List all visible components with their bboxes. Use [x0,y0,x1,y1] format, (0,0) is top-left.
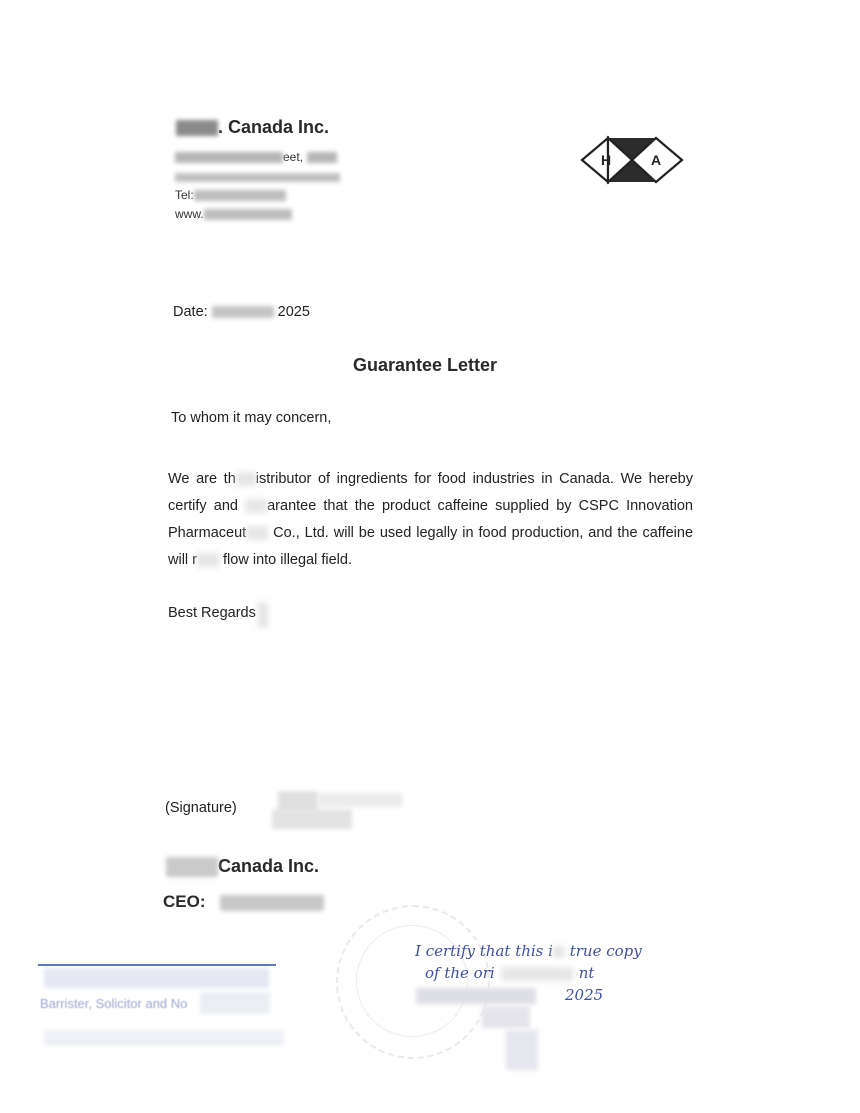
letterhead-website: www. [175,207,292,221]
signatory-company: Canada Inc. [166,856,319,877]
letter-date: Date: 2025 [173,304,310,320]
certification-redacted [416,980,556,1080]
letterhead-company-name: . Canada Inc. [176,117,329,138]
ceo-line: CEO: [163,892,324,912]
logo-letter-h: H [600,152,612,168]
notary-title: Barrister, Solicitor and No [40,996,188,1011]
letter-title: Guarantee Letter [353,355,498,375]
company-logo [580,135,684,185]
letter-body-paragraph: We are th istributor of ingredients for food industries in Canada. We hereby certify and arantee that the product caffeine supplied by CSPC Innovation Pharmaceut Co., Ltd. will be used legally in food production, and the caffeine will r flow into illegal field. [168,471,694,568]
redacted-text [176,120,218,136]
salutation: To whom it may concern, [171,410,332,426]
letterhead-address-line2 [175,170,340,184]
letterhead-address-line1: eet, [175,150,337,164]
logo-letter-a: A [650,152,662,168]
signature-label: (Signature) [165,800,237,816]
notary-signature-line [38,964,276,966]
signature-redacted [270,785,405,833]
letterhead-phone: Tel: [175,188,286,202]
closing: Best Regards [168,605,256,621]
certification-stamp: I certify that this i true copy of the ori nt 2025 [415,942,642,1004]
